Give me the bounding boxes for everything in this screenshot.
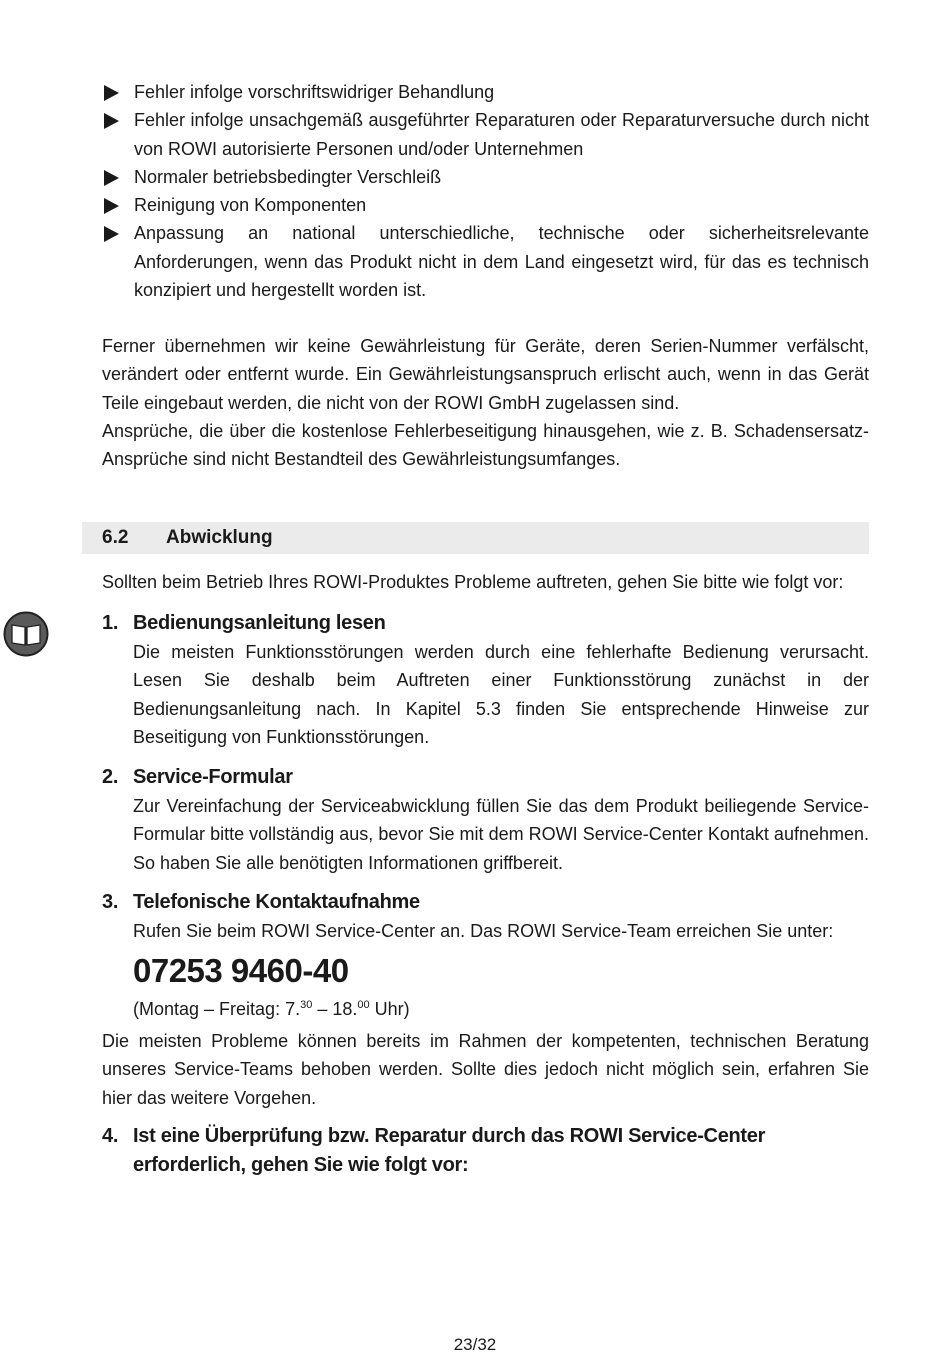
- step-body: Rufen Sie beim ROWI Service-Center an. Das ROWI Service-Team erreichen Sie unter:: [133, 921, 834, 941]
- list-item: Anpassung an national unterschiedliche, technische oder sicherheitsrelevante Anforderungen, wenn das Produkt nicht in dem Land eingesetzt wird, für das es technisch konzipiert und hergestellt worden ist.: [102, 219, 869, 304]
- service-team-paragraph: Die meisten Probleme können bereits im Rahmen der kompetenten, technischen Beratung unseres Service-Teams behoben werden. Sollte dies jedoch nicht möglich sein, erfahren Sie hier das weitere Vorgehen.: [102, 1031, 869, 1108]
- open-book-icon: [3, 611, 49, 657]
- list-item: Reinigung von Komponenten: [102, 191, 869, 219]
- service-phone-number: 07253 9460-40: [133, 952, 349, 990]
- step-body: Die meisten Funktionsstörungen werden durch eine fehlerhafte Bedienung verursacht. Lesen Sie deshalb beim Auftreten einer Funktionsstörung zunächst in der Bedienungsanleitung nach. In Kapitel 5.3 finden Sie entsprechende Hinweise zur Beseitigung von Funktionsstörungen.: [133, 642, 869, 747]
- step-title: Ist eine Überprüfung bzw. Reparatur durch das ROWI Service-Center erforderlich, gehen Sie wie folgt vor:: [133, 1125, 766, 1176]
- step-number: 1.: [102, 612, 119, 634]
- step-number: 4.: [102, 1125, 119, 1147]
- step-number: 3.: [102, 891, 119, 913]
- section-heading: [82, 522, 869, 554]
- step-title: Telefonische Kontaktaufnahme: [133, 891, 420, 913]
- list-item: Normaler betriebsbedingter Verschleiß: [102, 163, 869, 191]
- step-number: 2.: [102, 766, 119, 788]
- service-hours: (Montag – Freitag: 7.30 – 18.00 Uhr): [133, 999, 410, 1020]
- triangle-bullet-icon: [104, 226, 119, 242]
- list-item: Fehler infolge vorschriftswidriger Behandlung: [102, 78, 869, 106]
- exclusion-list: [102, 78, 869, 304]
- triangle-bullet-icon: [104, 170, 119, 186]
- step-1: [102, 608, 869, 751]
- triangle-bullet-icon: [104, 85, 119, 101]
- step-title: Service-Formular: [133, 766, 293, 788]
- step-3: [102, 887, 869, 1021]
- warranty-exclusion-paragraph: Ferner übernehmen wir keine Gewährleistung für Geräte, deren Serien-Nummer verfälscht, verändert oder entfernt wurde. Ein Gewährleistungsanspruch erlischt auch, wenn in das Gerät Teile eingebaut werden, die nicht von der ROWI GmbH zugelassen sind.: [102, 336, 869, 413]
- step-2: [102, 762, 869, 877]
- triangle-bullet-icon: [104, 113, 119, 129]
- page-number: 23/32: [453, 1335, 497, 1354]
- step-4: [102, 1122, 869, 1180]
- triangle-bullet-icon: [104, 198, 119, 214]
- step-title: Bedienungsanleitung lesen: [133, 612, 386, 634]
- step-body: Zur Vereinfachung der Serviceabwicklung füllen Sie das dem Produkt beiliegende Service-Formular bitte vollständig aus, bevor Sie mit dem ROWI Service-Center Kontakt aufnehmen. So haben Sie alle benötigten Informationen griffbereit.: [133, 796, 869, 873]
- list-item: Fehler infolge unsachgemäß ausgeführter Reparaturen oder Reparaturversuche durch nicht von ROWI autorisierte Personen und/oder Unternehmen: [102, 106, 869, 163]
- intro-text: Sollten beim Betrieb Ihres ROWI-Produktes Probleme auftreten, gehen Sie bitte wie folgt vor:: [102, 572, 844, 592]
- section-title: Abwicklung: [166, 527, 273, 548]
- section-number: 6.2: [102, 527, 129, 548]
- claims-paragraph: Ansprüche, die über die kostenlose Fehlerbeseitigung hinausgehen, wie z. B. Schadensersatz-Ansprüche sind nicht Bestandteil des Gewährleistungsumfanges.: [102, 421, 869, 470]
